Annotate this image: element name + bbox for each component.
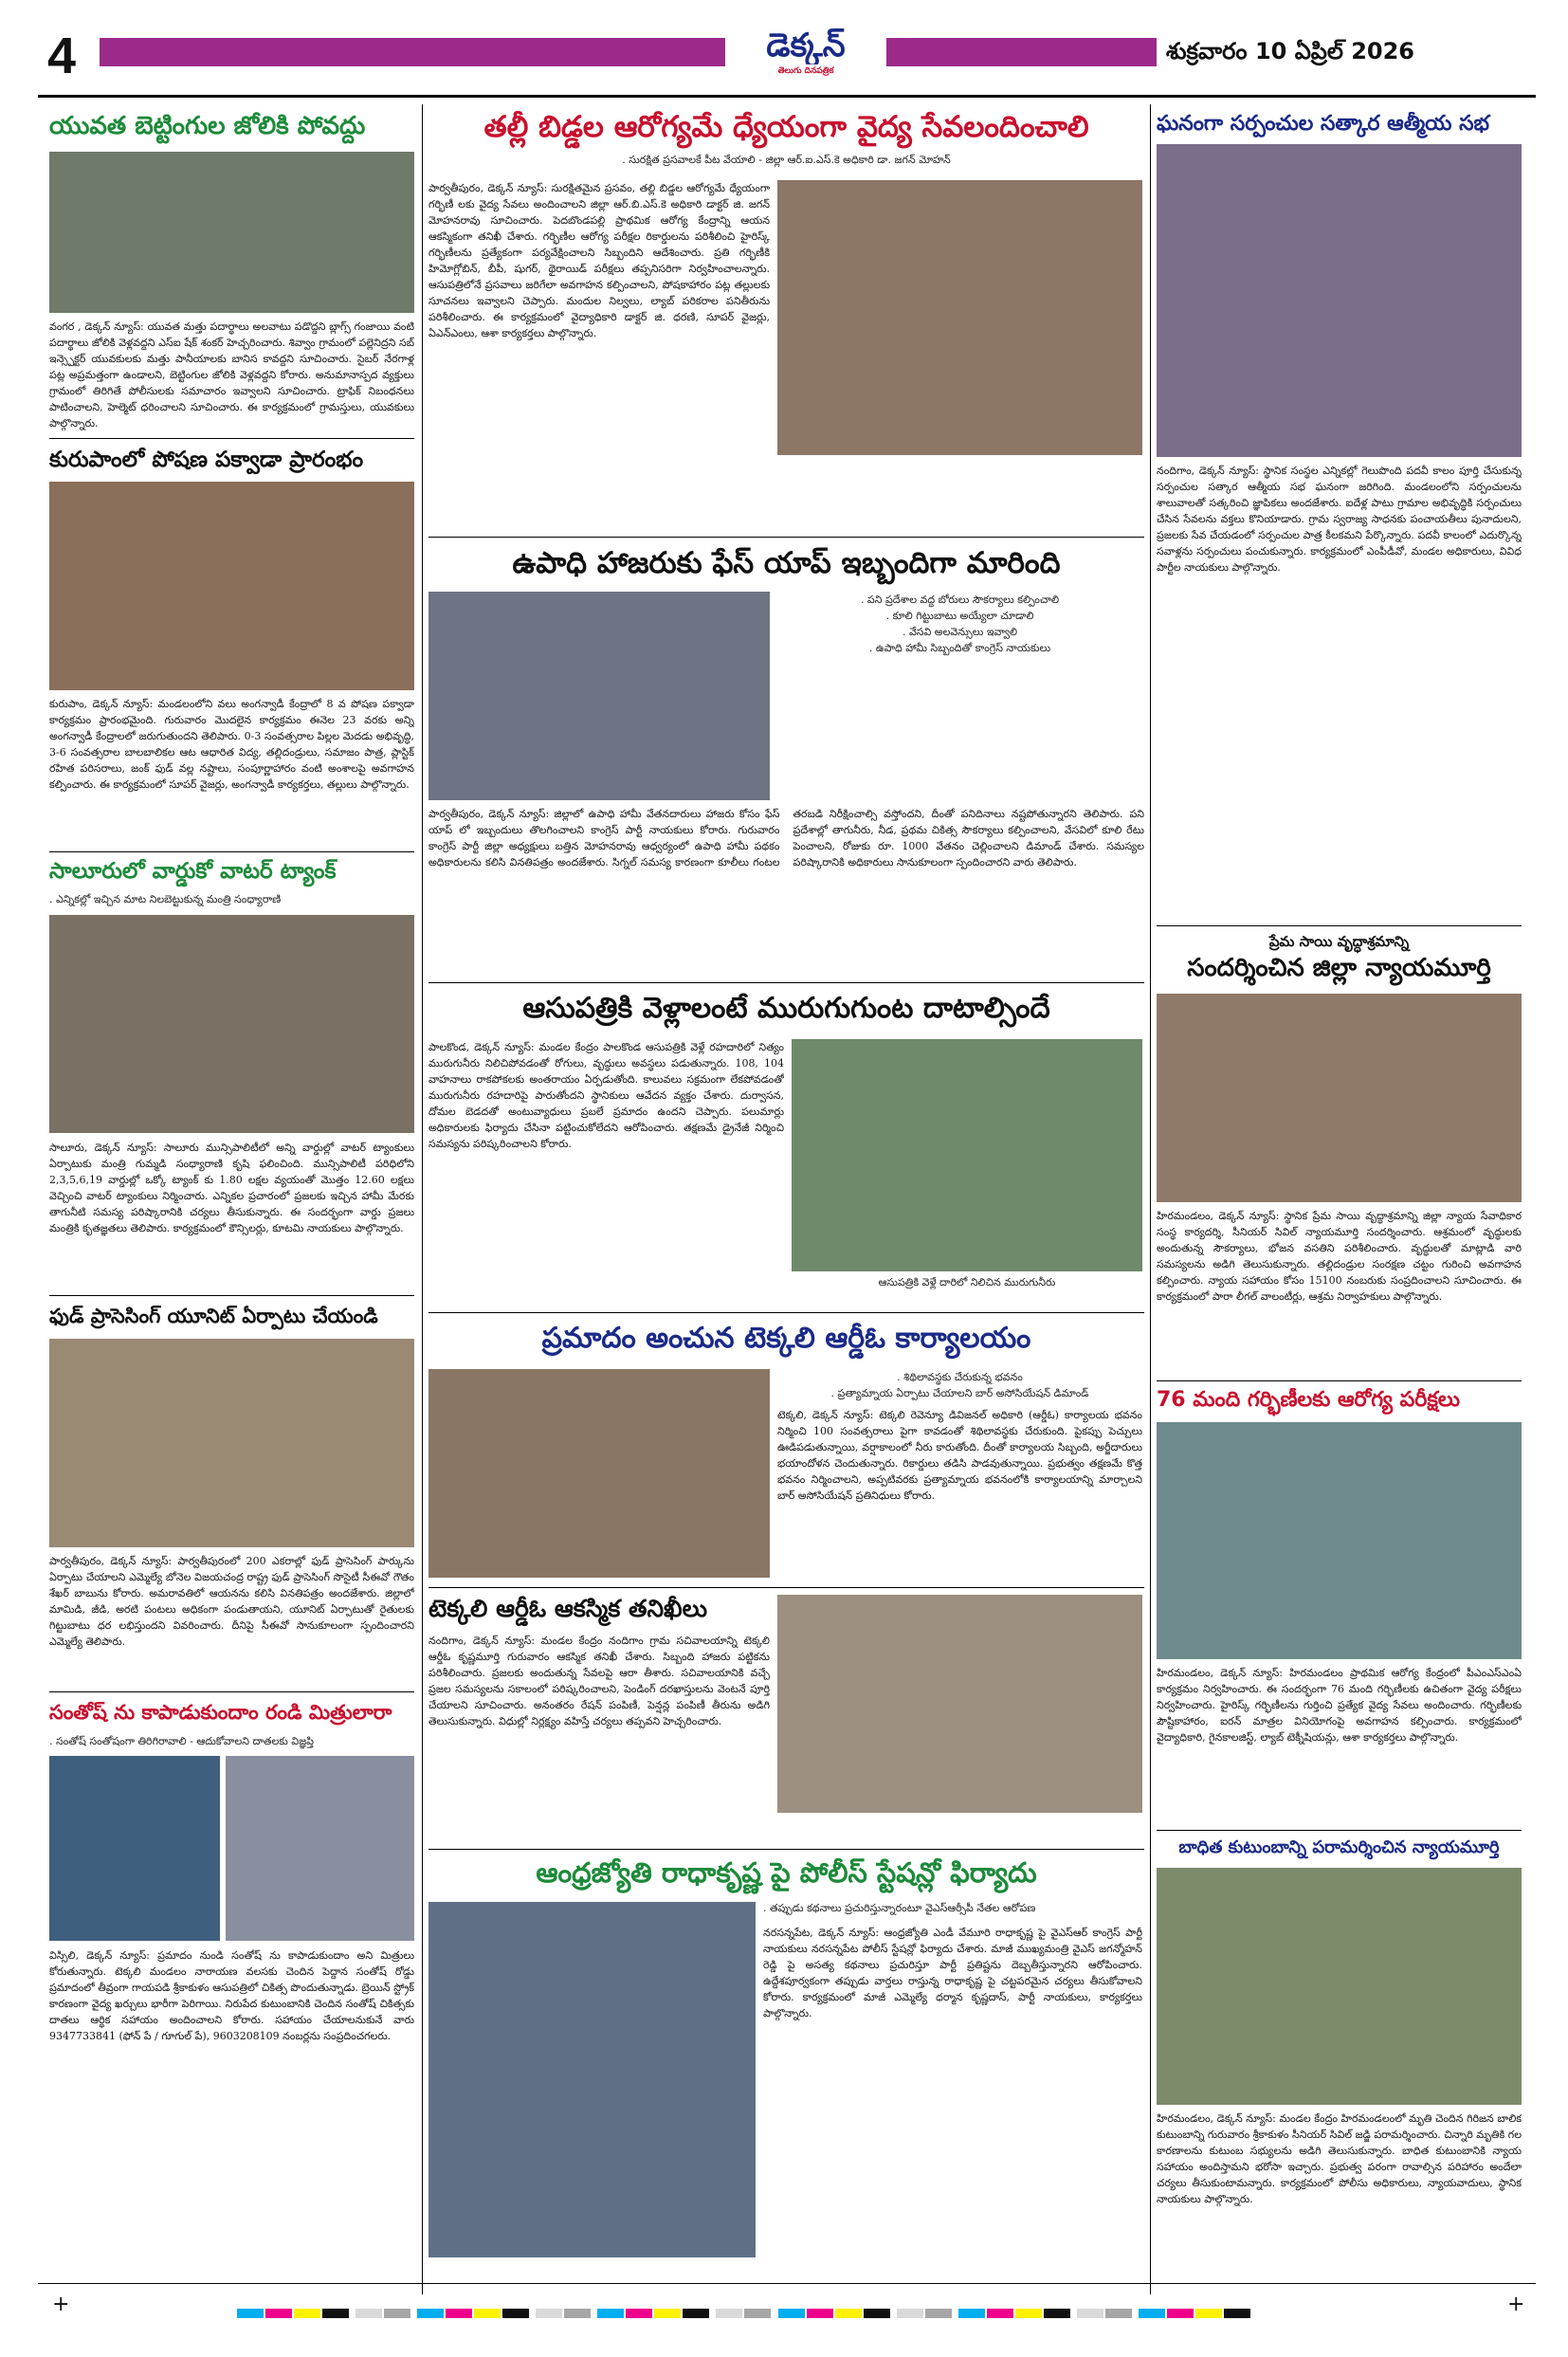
bullet-item: . శిథిలావస్థకు చేరుకున్న భవనం (897, 1371, 1023, 1383)
caption-hospital-drainage: ఆసుపత్రికి వెళ్లే దారిలో నిలిచిన మురుగునీరు (878, 1276, 1056, 1288)
headline-santosh-appeal: సంతోష్ ను కాపాడుకుందాం రండి మిత్రులారా (49, 1701, 392, 1724)
bullet-item: . వేసవి అలవెన్సులు ఇవ్వాలి (902, 626, 1018, 638)
logo (744, 27, 867, 85)
divider-l3 (49, 1295, 414, 1296)
headline-food-processing: ఫుడ్ ప్రాసెసింగ్ యూనిట్ ఏర్పాటు చేయండి (49, 1305, 378, 1327)
headline-youth-betting: యువత బెట్టింగుల జోలికి పోవద్దు (49, 112, 366, 140)
photo-rdo-inspection (777, 1595, 1142, 1813)
divider-r2 (1157, 1380, 1522, 1381)
body-mother-child-health: పార్వతీపురం, డెక్కన్ న్యూస్: సురక్షితమైన ప్రసవం, తల్లి బిడ్డల ఆరోగ్యమే ధ్యేయంగా గర్భిణీ లకు వైద్య సేవలు అందించాలని జిల్లా ఆర్.బి.ఎస్.కె అధికారి డాక్టర్ జి. జగన్ మోహనరావు సూచించారు. పెదబొండపల్లి ప్రాథమిక ఆరోగ్య కేంద్రాన్ని ఆయన ఆకస్మికంగా తనిఖీ చేశారు. గర్భిణీల ఆరోగ్య పరీక్షల రికార్డులను పరిశీలించి హైరిస్క్ గర్భిణీలను ప్రత్యేకంగా పర్యవేక్షించాలని సిబ్బందిని ఆదేశించారు. ప్రతి గర్భిణీకి హిమోగ్లోబిన్, బీపీ, షుగర్, థైరాయిడ్ పరీక్షలు తప్పనిసరిగా నిర్వహించాలన్నారు. ఆసుపత్రిలోనే ప్రసవాలు జరిగేలా అవగాహన కల్పించాలని, పోషకాహారం పట్ల తల్లులకు సూచనలు ఇవ్వాలని చెప్పారు. మందుల నిల్వలు, ల్యాబ్ పరికరాల పనితీరును పరిశీలించారు. ఈ కార్యక్రమంలో వైద్యాధికారి డాక్టర్ జి. ధరణి, సూపర్ వైజర్లు, ఏఎన్ఎంలు, ఆశా కార్యకర్తలు పాల్గొన్నారు. (428, 182, 770, 339)
footer-divider (38, 2283, 1536, 2284)
bullets-rdo-office (777, 1369, 1142, 1401)
right-color-band (886, 38, 1157, 66)
photo-sarpanch-felicitation (1157, 144, 1522, 457)
kicker-old-age-home: ప్రేమ సాయి వృద్ధాశ్రమాన్ని (1268, 933, 1410, 950)
photo-hospital-drainage (792, 1039, 1142, 1271)
headline-face-app: ఉపాధి హాజరుకు ఫేస్ యాప్ ఇబ్బందిగా మారింది (512, 546, 1061, 580)
body-rdo-inspection: నందిగాం, డెక్కన్ న్యూస్: మండల కేంద్రం నందిగాం గ్రామ సచివాలయాన్ని టెక్కలి ఆర్డీఓ కృష్ణమూర్తి గురువారం ఆకస్మిక తనిఖీ చేశారు. సిబ్బంది హాజరు పట్టికను పరిశీలించారు. ప్రజలకు అందుతున్న సేవలపై ఆరా తీశారు. సచివాలయానికి వచ్చే ప్రజల సమస్యలను సకాలంలో పరిష్కరించాలని, పెండింగ్ దరఖాస్తులను వెంటనే పూర్తి చేయాలని సూచించారు. అనంతరం రేషన్ పంపిణీ, పెన్షన్ల పంపిణీ తీరును అడిగి తెలుసుకున్నారు. విధుల్లో నిర్లక్ష్యం వహిస్తే చర్యలు తప్పవని హెచ్చరించారు. (428, 1635, 770, 1727)
body-hospital-drainage: పాలకొండ, డెక్కన్ న్యూస్: మండల కేంద్రం పాలకొండ ఆసుపత్రికి వెళ్లే రహదారిలో నిత్యం మురుగునీరు నిలిచిపోవడంతో రోగులు, వృద్ధులు అవస్థలు పడుతున్నారు. 108, 104 వాహనాలు రాకపోకలకు అంతరాయం ఏర్పడుతోంది. కాలువలు సక్రమంగా లేకపోవడంతో మురుగునీరు రహదారిపై పారుతోందని స్థానికులు ఆవేదన వ్యక్తం చేశారు. దుర్వాసన, దోమల బెడదతో అంటువ్యాధులు ప్రబలే ప్రమాదం ఉందని చెప్పారు. పలుమార్లు అధికారులకు ఫిర్యాదు చేసినా పట్టించుకోలేదని ఆరోపించారు. తక్షణమే డ్రైనేజీ నిర్మించి సమస్యను పరిష్కరించాలని కోరారు. (428, 1041, 784, 1150)
headline-sarpanch-felicitation: ఘనంగా సర్పంచుల సత్కార ఆత్మీయ సభ (1157, 112, 1490, 136)
registration-mark-left: + (52, 2293, 70, 2316)
photo-old-age-home (1157, 994, 1522, 1202)
headline-pregnancy-checkups: 76 మంది గర్భిణీలకు ఆరోగ్య పరీక్షలు (1157, 1388, 1461, 1412)
bullet-item: . ఉపాధి హామీ సిబ్బందితో కాంగ్రెస్ నాయకులు (868, 642, 1051, 654)
headline-kurupam-nutrition: కురుపాంలో పోషణ పక్వాడా ప్రారంభం (49, 448, 364, 472)
photo-mother-child-health (777, 180, 1142, 455)
subhead-santosh-appeal: . సంతోష్ సంతోషంగా తిరిగిరావాలి - ఆదుకోవాలని దాతలకు విజ్ఞప్తి (49, 1735, 314, 1747)
body-judge-visit-family: హిరమండలం, డెక్కన్ న్యూస్: మండల కేంద్రం హిరమండలంలో మృతి చెందిన గిరిజన బాలిక కుటుంబాన్ని గురువారం శ్రీకాకుళం సీనియర్ సివిల్ జడ్జి పరామర్శించారు. చిన్నారి మృతికి గల కారణాలను కుటుంబ సభ్యులను అడిగి తెలుసుకున్నారు. బాధిత కుటుంబానికి న్యాయ సహాయం అందిస్తామని భరోసా ఇచ్చారు. ప్రభుత్వ పరంగా రావాల్సిన పరిహారం అందేలా చర్యలు తీసుకుంటామన్నారు. కార్యక్రమంలో పోలీసు అధికారులు, న్యాయవాదులు, స్థానిక నాయకులు పాల్గొన్నారు. (1157, 2112, 1522, 2205)
headline-hospital-drainage: ఆసుపత్రికి వెళ్లాలంటే మురుగుగుంట దాటాల్సిందే (522, 992, 1050, 1025)
subhead-andhrajyothi-complaint: . తప్పుడు కథనాలు ప్రచురిస్తున్నారంటూ వైఎస్ఆర్సీపీ నేతల ఆరోపణ (763, 1902, 1036, 1914)
photo-santosh-portrait (49, 1756, 220, 1941)
photo-pregnancy-checkups (1157, 1422, 1522, 1659)
bullet-item: . పని ప్రదేశాల వద్ద బోరులు సౌకర్యాలు కల్పించాలి (860, 594, 1060, 606)
left-color-band (100, 38, 725, 66)
logo-text: డెక్కన్ (766, 27, 846, 64)
subhead-mother-child-health: . సురక్షిత ప్రసవాలకే పీట వేయాలి - జిల్లా ఆర్.ఐ.ఎస్.కె అధికారి డా. జగన్ మోహన్ (622, 154, 951, 166)
divider-l2 (49, 851, 414, 852)
logo-subtext: తెలుగు దినపత్రిక (777, 66, 834, 76)
headline-rdo-inspection: టెక్కలి ఆర్డీఓ ఆకస్మిక తనిఖీలు (428, 1595, 707, 1622)
photo-andhrajyothi-complaint (428, 1902, 756, 2257)
body-old-age-home: హిరమండలం, డెక్కన్ న్యూస్: స్థానిక ప్రేమ సాయి వృద్ధాశ్రమాన్ని జిల్లా న్యాయ సేవాధికార సంస్థ కార్యదర్శి, సీనియర్ సివిల్ న్యాయమూర్తి సందర్శించారు. ఆశ్రమంలో వృద్ధులకు అందుతున్న సౌకర్యాలు, భోజన వసతిని పరిశీలించారు. వృద్ధులతో మాట్లాడి వారి సమస్యలను అడిగి తెలుసుకున్నారు. తల్లిదండ్రుల సంరక్షణ చట్టం గురించి అవగాహన కల్పించారు. న్యాయ సహాయం కోసం 15100 నంబరుకు సంప్రదించాలని సూచించారు. ఈ కార్యక్రమంలో పారా లీగల్ వాలంటీర్లు, ఆశ్రమ నిర్వాహకులు పాల్గొన్నారు. (1157, 1210, 1522, 1303)
body-food-processing: పార్వతీపురం, డెక్కన్ న్యూస్: పార్వతీపురంలో 200 ఎకరాల్లో ఫుడ్ ప్రాసెసింగ్ పార్కును ఏర్పాటు చేయాలని ఎమ్మెల్యే బోనెల విజయచంద్ర రాష్ట్ర ఫుడ్ ప్రాసెసింగ్ సొసైటీ సీఈవో గౌతం శేఖర్ బాబును కోరారు. అమరావతిలో ఆయనను కలిసి వినతిపత్రం అందజేశారు. జిల్లాలో మామిడి, జీడి, అరటి పంటలు అధికంగా పండుతాయని, యూనిట్ ఏర్పాటుతో రైతులకు గిట్టుబాటు ధర లభిస్తుందని వివరించారు. దీనిపై సీఈవో సానుకూలంగా స్పందించారని ఎమ్మెల్యే తెలిపారు. (49, 1555, 414, 1648)
body-face-app: పార్వతీపురం, డెక్కన్ న్యూస్: జిల్లాలో ఉపాధి హామీ వేతనదారులు హాజరు కోసం ఫేస్ యాప్ లో ఇబ్బందులు తొలగించాలని కాంగ్రెస్ పార్టీ నాయకులు కోరారు. గురువారం కాంగ్రెస్ పార్టీ జిల్లా అధ్యక్షులు బత్తిన మోహనరావు ఆధ్వర్యంలో ఉపాధి హామీ పథకం అధికారులను కలిసి వినతిపత్రం అందజేశారు. సిగ్నల్ సమస్య కారణంగా కూలీలు గంటల తరబడి నిరీక్షించాల్సి వస్తోందని, దీంతో పనిదినాలు నష్టపోతున్నారని తెలిపారు. పని ప్రదేశాల్లో తాగునీరు, నీడ, ప్రథమ చికిత్స సౌకర్యాలు కల్పించాలని, వేసవిలో కూలి రేటు పెంచాలని, రోజుకు రూ. 1000 వేతనం చెల్లించాలని డిమాండ్ చేశారు. సమస్యల పరిష్కారానికి అధికారులు సానుకూలంగా స్పందించారని వారు తెలిపారు. (428, 808, 1144, 868)
body-saluru-water-tank: సాలూరు, డెక్కన్ న్యూస్: సాలూరు మున్సిపాలిటీలో అన్ని వార్డుల్లో వాటర్ ట్యాంకులు ఏర్పాటుకు మంత్రి గుమ్మడి సంధ్యారాణి కృషి ఫలించింది. మున్సిపాలిటీ పరిధిలోని 2,3,5,6,19 వార్డుల్లో ఒక్కో ట్యాంక్ కు 1.80 లక్షల వ్యయంతో మొత్తం 12.60 లక్షలు వెచ్చించి వాటర్ ట్యాంకులు నిర్మించారు. ఎన్నికల ప్రచారంలో ప్రజలకు ఇచ్చిన హామీ మేరకు తాగునీటి సమస్య పరిష్కారానికి చర్యలు తీసుకున్నారు. ఈ సందర్భంగా వార్డు ప్రజలు మంత్రికి కృతజ్ఞతలు తెలిపారు. కార్యక్రమంలో కౌన్సిలర్లు, కూటమి నాయకులు పాల్గొన్నారు. (49, 1142, 414, 1234)
bullets-face-app (777, 592, 1142, 656)
headline-mother-child-health: తల్లీ బిడ్డల ఆరోగ్యమే ధ్యేయంగా వైద్య సేవలందించాలి (483, 110, 1089, 144)
photo-judge-visit-family (1157, 1868, 1522, 2105)
bullet-item: . కూలి గిట్టుబాటు అయ్యేలా చూడాలి (885, 610, 1034, 622)
divider-l4 (49, 1691, 414, 1692)
divider-r1 (1157, 925, 1522, 926)
registration-mark-right: + (1507, 2293, 1525, 2316)
divider-c3 (428, 1312, 1144, 1313)
divider-r3 (1157, 1830, 1522, 1831)
headline-andhrajyothi-complaint: ఆంధ్రజ్యోతి రాధాకృష్ణ పై పోలీస్ స్టేషన్లో ఫిర్యాదు (536, 1856, 1037, 1889)
divider-c5 (428, 1849, 1144, 1850)
divider-l1 (49, 438, 414, 439)
photo-kurupam-nutrition (49, 482, 414, 690)
divider-c4 (428, 1587, 1144, 1588)
photo-food-processing (49, 1339, 414, 1547)
divider-c1 (428, 537, 1144, 538)
body-sarpanch-felicitation: నందిగాం, డెక్కన్ న్యూస్: స్థానిక సంస్థల ఎన్నికల్లో గెలుపొంది పదవీ కాలం పూర్తి చేసుకున్న సర్పంచుల సత్కార ఆత్మీయ సభ ఘనంగా జరిగింది. మండలంలోని సర్పంచులను శాలువాలతో సత్కరించి జ్ఞాపికలు అందజేశారు. ఐదేళ్ల పాటు గ్రామాల అభివృద్ధికి సర్పంచులు చేసిన సేవలను వక్తలు కొనియాడారు. గ్రామ స్వరాజ్య సాధనకు పంచాయతీలు పునాదులని, ప్రజలకు సేవ చేయడంలో సర్పంచుల పాత్ర కీలకమని పేర్కొన్నారు. పదవీ కాలంలో ఎదుర్కొన్న సవాళ్లను సర్పంచులు పంచుకున్నారు. కార్యక్రమంలో ఎంపీడీవో, మండల అధికారులు, వివిధ పార్టీల నాయకులు పాల్గొన్నారు. (1157, 465, 1522, 574)
color-calibration-strip (237, 2304, 1327, 2322)
page-number: 4 (47, 27, 77, 84)
headline-rdo-office-danger: ప్రమాదం అంచున టెక్కలి ఆర్డీఓ కార్యాలయం (541, 1322, 1031, 1355)
headline-old-age-home: సందర్శించిన జిల్లా న్యాయమూర్తి (1187, 954, 1491, 982)
body-santosh-appeal: విస్సిలి, డెక్కన్ న్యూస్: ప్రమాదం నుండి సంతోష్ ను కాపాడుకుందాం అని మిత్రులు కోరుతున్నారు. టెక్కలి మండలం నారాయణ వలసకు చెందిన పెద్దాన సంతోష్ రోడ్డు ప్రమాదంలో తీవ్రంగా గాయపడి శ్రీకాకుళం ఆసుపత్రిలో చికిత్స పొందుతున్నాడు. బ్రెయిన్ స్ట్రోక్ కారణంగా వైద్య ఖర్చులు భారీగా పెరిగాయి. నిరుపేద కుటుంబానికి చెందిన సంతోష్ చికిత్సకు దాతలు ఆర్థిక సహాయం అందించాలని కోరారు. సహాయం చేయాలనుకునే వారు 9347733841 (ఫోన్ పే / గూగుల్ పే), 9603208109 నంబర్లను సంప్రదించగలరు. (49, 1949, 414, 2042)
photo-youth-betting (49, 152, 414, 313)
masthead (28, 27, 1545, 89)
photo-face-app (428, 592, 770, 800)
issue-date: శుక్రవారం 10 ఏప్రిల్ 2026 (1166, 38, 1414, 64)
headline-saluru-water-tank: సాలూరులో వార్డుకో వాటర్ ట్యాంక్ (49, 859, 337, 884)
body-kurupam-nutrition: కురుపాం, డెక్కన్ న్యూస్: మండలంలోని వలు అంగన్వాడీ కేంద్రాలో 8 వ పోషణ పక్వాడా కార్యక్రమం ప్రారంభమైంది. గురువారం మొదలైన కార్యక్రమం ఈనెల 23 వరకు అన్ని అంగన్వాడీ కేంద్రాలలో జరుగుతుందని తెలిపారు. 0-3 సంవత్సరాల పిల్లల మెదడు అభివృద్ధి, 3-6 సంవత్సరాల బాలబాలికల ఆట ఆధారిత విద్య, తల్లిదండ్రులు, సమాజం పాత్ర, ప్లాస్టిక్ రహిత పరిసరాలు, జంక్ ఫుడ్ వల్ల నష్టాలు, సంపూర్ణాహారం వంటి అంశాలపై అవగాహన కల్పించారు. ఈ కార్యక్రమంలో సూపర్ వైజర్లు, అంగన్వాడీ కార్యకర్తలు, తల్లులు పాల్గొన్నారు. (49, 698, 414, 791)
photo-santosh-hospital (226, 1756, 414, 1941)
subhead-saluru-water-tank: . ఎన్నికల్లో ఇచ్చిన మాట నిలబెట్టుకున్న మంత్రి సంధ్యారాణి (49, 893, 282, 905)
photo-rdo-office (428, 1369, 770, 1578)
body-andhrajyothi-complaint: నరసన్నపేట, డెక్కన్ న్యూస్: ఆంధ్రజ్యోతి ఎండీ వేమూరి రాధాకృష్ణ పై వైఎస్ఆర్ కాంగ్రెస్ పార్టీ నాయకులు నరసన్నపేట పోలీస్ స్టేషన్లో ఫిర్యాదు చేశారు. మాజీ ముఖ్యమంత్రి వైఎస్ జగన్మోహన్ రెడ్డి పై అసత్య కథనాలు ప్రచురిస్తూ పార్టీ ప్రతిష్టను దెబ్బతీస్తున్నారని ఆరోపించారు. ఉద్దేశపూర్వకంగా తప్పుడు వార్తలు రాస్తున్న రాధాకృష్ణ పై చట్టపరమైన చర్యలు తీసుకోవాలని కోరారు. కార్యక్రమంలో మాజీ ఎమ్మెల్యే ధర్మాన కృష్ణదాస్, పార్టీ నాయకులు, కార్యకర్తలు పాల్గొన్నారు. (763, 1927, 1142, 2019)
headline-judge-visit-family: బాధిత కుటుంబాన్ని పరామర్శించిన న్యాయమూర్తి (1178, 1837, 1500, 1857)
masthead-divider (38, 95, 1536, 98)
photo-saluru-water-tank (49, 915, 414, 1133)
bullet-item: . ప్రత్యామ్నాయ ఏర్పాటు చేయాలని బార్ అసోసియేషన్ డిమాండ్ (830, 1387, 1089, 1399)
body-pregnancy-checkups: హిరమండలం, డెక్కన్ న్యూస్: హిరమండలం ప్రాథమిక ఆరోగ్య కేంద్రంలో పీఎంఎస్ఎంఏ కార్యక్రమం నిర్వహించారు. ఈ సందర్భంగా 76 మంది గర్భిణీలకు ఉచితంగా వైద్య పరీక్షలు నిర్వహించారు. హైరిస్క్ గర్భిణీలను గుర్తించి ప్రత్యేక వైద్య సేవలు అందించారు. గర్భిణీలకు పౌష్టికాహారం, ఐరన్ మాత్రల వినియోగంపై అవగాహన కల్పించారు. కార్యక్రమంలో వైద్యాధికారి, గైనకాలజిస్ట్, ల్యాబ్ టెక్నీషియన్లు, ఆశా కార్యకర్తలు పాల్గొన్నారు. (1157, 1667, 1522, 1744)
body-rdo-office-danger: టెక్కలి, డెక్కన్ న్యూస్: టెక్కలి రెవెన్యూ డివిజనల్ అధికారి (ఆర్డీఓ) కార్యాలయ భవనం నిర్మించి 100 సంవత్సరాలు పైగా కావడంతో శిథిలావస్థకు చేరుకుంది. పైకప్పు పెచ్చులు ఊడిపడుతున్నాయి, వర్షాకాలంలో నీరు కారుతోంది. దీంతో కార్యాలయ సిబ్బంది, అర్జీదారులు భయాందోళన చెందుతున్నారు. రికార్డులు తడిసి పాడవుతున్నాయి. ప్రభుత్వం తక్షణమే కొత్త భవనం నిర్మించాలని, అప్పటివరకు ప్రత్యామ్నాయ భవనంలోకి కార్యాలయాన్ని మార్చాలని బార్ అసోసియేషన్ ప్రతినిధులు కోరారు. (777, 1409, 1142, 1502)
column-divider-right (1150, 104, 1151, 2294)
column-divider-left (422, 104, 423, 2294)
body-youth-betting: వంగర , డెక్కన్ న్యూస్: యువత మత్తు పదార్థాలు అలవాటు పడొద్దని బ్లాగ్స్ గంజాయి వంటి పదార్థాలు జోలికి వెళ్లవద్దని ఎస్ఐ షేక్ శంకర్ హెచ్చరించారు. శివ్వాం గ్రామంలో పల్లెనిద్రని సబ్ ఇన్స్పెక్టర్ యువకులకు మత్తు పానీయాలకు బానిస కావద్దని సూచించారు. సైబర్ నేరగాళ్ల పట్ల అప్రమత్తంగా ఉండాలని, బెట్టింగుల జోలికి వెళ్లవద్దని కోరారు. అనుమానాస్పద వ్యక్తులు గ్రామంలో తిరిగితే పోలీసులకు సమాచారం ఇవ్వాలని సూచించారు. ట్రాఫిక్ నిబంధనలు పాటించాలని, హెల్మెట్ ధరించాలని సూచించారు. ఈ కార్యక్రమంలో గ్రామస్తులు, యువకులు పాల్గొన్నారు. (49, 320, 414, 429)
divider-c2 (428, 982, 1144, 983)
